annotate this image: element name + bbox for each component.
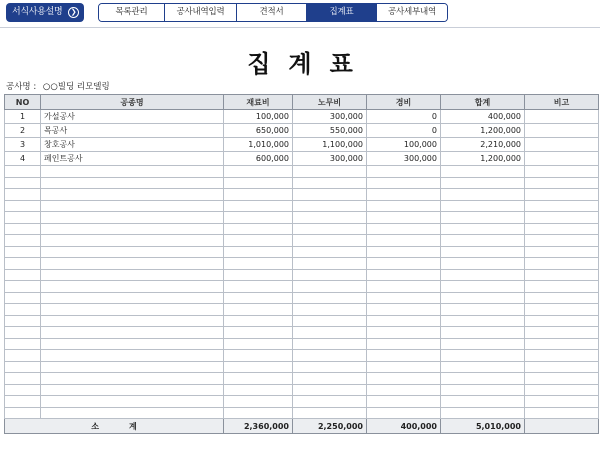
empty-row [5,189,599,201]
empty-cell[interactable] [293,258,367,270]
empty-cell[interactable] [41,361,224,373]
empty-cell[interactable] [441,258,525,270]
empty-cell[interactable] [441,315,525,327]
empty-cell[interactable] [41,269,224,281]
tab-work-detail-input[interactable]: 공사내역입력 [165,4,237,21]
empty-cell[interactable] [441,292,525,304]
empty-row [5,373,599,385]
empty-cell[interactable] [224,384,293,396]
empty-cell[interactable] [5,292,41,304]
table-header-row [5,95,599,110]
empty-row [5,396,599,408]
empty-cell[interactable] [293,166,367,178]
empty-cell[interactable] [5,177,41,189]
row-material[interactable]: 600,000 [224,152,293,166]
empty-cell[interactable] [5,304,41,316]
empty-cell[interactable] [441,200,525,212]
summary-table [4,94,599,434]
empty-cell[interactable] [525,407,599,419]
empty-cell[interactable] [293,304,367,316]
row-work-type[interactable]: 페인트공사 [41,152,224,166]
empty-cell[interactable] [367,258,441,270]
empty-row [5,258,599,270]
empty-cell[interactable] [41,373,224,385]
empty-cell[interactable] [293,350,367,362]
empty-row [5,407,599,419]
empty-row [5,235,599,247]
empty-cell[interactable] [367,166,441,178]
subtotal-expense: 400,000 [367,419,441,434]
empty-cell[interactable] [367,338,441,350]
empty-cell[interactable] [5,373,41,385]
page-title: 집계표 [247,50,371,78]
empty-row [5,177,599,189]
empty-cell[interactable] [224,189,293,201]
empty-row [5,304,599,316]
row-expense[interactable]: 0 [367,124,441,138]
empty-cell[interactable] [5,269,41,281]
usage-guide-label: 서식사용설명 [12,7,63,17]
empty-cell[interactable] [441,396,525,408]
empty-cell[interactable] [5,396,41,408]
empty-cell[interactable] [525,189,599,201]
row-labor[interactable]: 300,000 [293,152,367,166]
empty-cell[interactable] [41,407,224,419]
empty-cell[interactable] [224,281,293,293]
row-total[interactable]: 1,200,000 [441,124,525,138]
empty-cell[interactable] [224,269,293,281]
empty-cell[interactable] [5,350,41,362]
row-labor[interactable]: 1,100,000 [293,138,367,152]
subtotal-material: 2,360,000 [224,419,293,434]
row-expense[interactable]: 100,000 [367,138,441,152]
empty-cell[interactable] [525,258,599,270]
empty-cell[interactable] [441,350,525,362]
empty-cell[interactable] [367,373,441,385]
col-header-labor: 노무비 [293,95,367,110]
empty-cell[interactable] [525,338,599,350]
empty-cell[interactable] [41,315,224,327]
row-expense[interactable]: 0 [367,110,441,124]
empty-cell[interactable] [367,200,441,212]
row-no[interactable]: 4 [5,152,41,166]
empty-cell[interactable] [367,269,441,281]
table-row [5,138,599,152]
empty-cell[interactable] [367,396,441,408]
row-no[interactable]: 1 [5,110,41,124]
empty-cell[interactable] [5,361,41,373]
empty-cell[interactable] [41,350,224,362]
empty-cell[interactable] [441,407,525,419]
tab-summary[interactable]: 집계표 [307,4,377,21]
empty-cell[interactable] [367,177,441,189]
empty-cell[interactable] [525,235,599,247]
empty-cell[interactable] [5,223,41,235]
empty-cell[interactable] [41,235,224,247]
empty-row [5,338,599,350]
empty-cell[interactable] [41,281,224,293]
tab-estimate[interactable]: 견적서 [237,4,307,21]
empty-cell[interactable] [293,292,367,304]
row-work-type[interactable]: 창호공사 [41,138,224,152]
tab-work-breakdown[interactable]: 공사세부내역 [377,4,447,21]
empty-cell[interactable] [441,304,525,316]
empty-cell[interactable] [224,396,293,408]
empty-cell[interactable] [224,212,293,224]
empty-cell[interactable] [5,212,41,224]
empty-cell[interactable] [367,304,441,316]
empty-cell[interactable] [5,384,41,396]
empty-cell[interactable] [41,396,224,408]
row-no[interactable]: 2 [5,124,41,138]
empty-cell[interactable] [441,384,525,396]
row-work-type[interactable]: 가설공사 [41,110,224,124]
empty-cell[interactable] [293,373,367,385]
empty-cell[interactable] [525,350,599,362]
subtotal-note [525,419,599,434]
table-row [5,152,599,166]
empty-cell[interactable] [293,235,367,247]
empty-cell[interactable] [5,189,41,201]
empty-cell[interactable] [41,292,224,304]
empty-cell[interactable] [5,281,41,293]
col-header-no: NO [5,95,41,110]
col-header-material: 재료비 [224,95,293,110]
empty-cell[interactable] [525,246,599,258]
empty-cell[interactable] [367,292,441,304]
empty-cell[interactable] [525,292,599,304]
project-name-label: 공사명 : [6,82,37,92]
empty-row [5,212,599,224]
empty-cell[interactable] [367,407,441,419]
table-row [5,124,599,138]
empty-cell[interactable] [367,223,441,235]
project-name [6,80,110,92]
empty-cell[interactable] [5,258,41,270]
empty-cell[interactable] [293,315,367,327]
empty-cell[interactable] [441,281,525,293]
empty-cell[interactable] [224,177,293,189]
empty-cell[interactable] [525,223,599,235]
empty-cell[interactable] [441,327,525,339]
empty-cell[interactable] [441,269,525,281]
empty-cell[interactable] [224,407,293,419]
empty-cell[interactable] [441,189,525,201]
empty-cell[interactable] [293,189,367,201]
row-no[interactable]: 3 [5,138,41,152]
row-labor[interactable]: 300,000 [293,110,367,124]
empty-cell[interactable] [224,200,293,212]
empty-cell[interactable] [224,373,293,385]
row-material[interactable]: 650,000 [224,124,293,138]
circle-arrow-right-icon: ❯ [68,7,79,18]
empty-cell[interactable] [224,338,293,350]
empty-row [5,200,599,212]
empty-cell[interactable] [441,246,525,258]
empty-cell[interactable] [224,327,293,339]
row-material[interactable]: 1,010,000 [224,138,293,152]
empty-cell[interactable] [441,361,525,373]
empty-cell[interactable] [367,189,441,201]
subtotal-total: 5,010,000 [441,419,525,434]
tab-list-management[interactable]: 목록관리 [99,4,165,21]
row-note[interactable] [525,138,599,152]
empty-cell[interactable] [441,177,525,189]
subtotal-label: 소계 [5,419,224,434]
sheet-tabs [98,3,448,22]
row-expense[interactable]: 300,000 [367,152,441,166]
row-work-type[interactable]: 목공사 [41,124,224,138]
empty-cell[interactable] [41,166,224,178]
empty-cell[interactable] [367,212,441,224]
empty-cell[interactable] [41,246,224,258]
empty-cell[interactable] [5,166,41,178]
empty-cell[interactable] [5,235,41,247]
empty-cell[interactable] [224,246,293,258]
empty-cell[interactable] [525,212,599,224]
subtotal-row [5,419,599,434]
empty-cell[interactable] [525,327,599,339]
empty-cell[interactable] [41,189,224,201]
empty-cell[interactable] [293,396,367,408]
empty-row [5,269,599,281]
empty-cell[interactable] [5,200,41,212]
empty-cell[interactable] [41,177,224,189]
empty-cell[interactable] [367,235,441,247]
top-toolbar [0,0,600,28]
empty-cell[interactable] [224,223,293,235]
row-labor[interactable]: 550,000 [293,124,367,138]
empty-cell[interactable] [525,177,599,189]
empty-cell[interactable] [224,315,293,327]
col-header-total: 합계 [441,95,525,110]
empty-row [5,166,599,178]
empty-cell[interactable] [293,407,367,419]
col-header-expense: 경비 [367,95,441,110]
empty-cell[interactable] [441,223,525,235]
empty-row [5,292,599,304]
row-note[interactable] [525,152,599,166]
empty-cell[interactable] [41,338,224,350]
empty-cell[interactable] [525,384,599,396]
empty-cell[interactable] [441,212,525,224]
row-material[interactable]: 100,000 [224,110,293,124]
empty-cell[interactable] [293,384,367,396]
empty-cell[interactable] [367,327,441,339]
empty-cell[interactable] [525,166,599,178]
empty-cell[interactable] [293,177,367,189]
empty-cell[interactable] [367,350,441,362]
empty-row [5,223,599,235]
empty-cell[interactable] [293,327,367,339]
table-row [5,110,599,124]
empty-cell[interactable] [41,223,224,235]
row-total[interactable]: 1,200,000 [441,152,525,166]
empty-cell[interactable] [293,338,367,350]
empty-cell[interactable] [441,166,525,178]
usage-guide-button[interactable] [6,3,84,22]
empty-row [5,361,599,373]
empty-cell[interactable] [525,200,599,212]
empty-row [5,384,599,396]
empty-cell[interactable] [525,373,599,385]
empty-cell[interactable] [41,304,224,316]
empty-cell[interactable] [367,246,441,258]
empty-cell[interactable] [41,327,224,339]
empty-cell[interactable] [367,361,441,373]
row-note[interactable] [525,124,599,138]
project-name-value: ○○빌딩 리모델링 [42,82,110,92]
empty-cell[interactable] [41,212,224,224]
empty-cell[interactable] [5,246,41,258]
empty-row [5,246,599,258]
empty-cell[interactable] [5,327,41,339]
empty-cell[interactable] [293,281,367,293]
empty-cell[interactable] [525,396,599,408]
empty-cell[interactable] [5,338,41,350]
empty-row [5,281,599,293]
empty-cell[interactable] [293,246,367,258]
empty-cell[interactable] [367,281,441,293]
empty-cell[interactable] [5,407,41,419]
empty-cell[interactable] [41,258,224,270]
row-total[interactable]: 400,000 [441,110,525,124]
empty-cell[interactable] [293,223,367,235]
empty-cell[interactable] [224,235,293,247]
empty-cell[interactable] [441,338,525,350]
empty-cell[interactable] [293,200,367,212]
empty-cell[interactable] [525,315,599,327]
empty-row [5,315,599,327]
empty-row [5,350,599,362]
empty-cell[interactable] [41,384,224,396]
empty-cell[interactable] [224,361,293,373]
empty-cell[interactable] [41,200,224,212]
col-header-work-type: 공종명 [41,95,224,110]
empty-cell[interactable] [441,235,525,247]
empty-cell[interactable] [293,212,367,224]
row-note[interactable] [525,110,599,124]
subtotal-labor: 2,250,000 [293,419,367,434]
empty-cell[interactable] [525,269,599,281]
empty-cell[interactable] [224,304,293,316]
empty-cell[interactable] [367,315,441,327]
empty-row [5,327,599,339]
empty-cell[interactable] [441,373,525,385]
empty-cell[interactable] [525,361,599,373]
empty-cell[interactable] [293,269,367,281]
empty-cell[interactable] [5,315,41,327]
empty-cell[interactable] [224,292,293,304]
col-header-note: 비고 [525,95,599,110]
row-total[interactable]: 2,210,000 [441,138,525,152]
empty-cell[interactable] [293,361,367,373]
empty-cell[interactable] [224,258,293,270]
empty-cell[interactable] [224,350,293,362]
empty-cell[interactable] [224,166,293,178]
empty-cell[interactable] [525,304,599,316]
empty-cell[interactable] [367,384,441,396]
empty-cell[interactable] [525,281,599,293]
